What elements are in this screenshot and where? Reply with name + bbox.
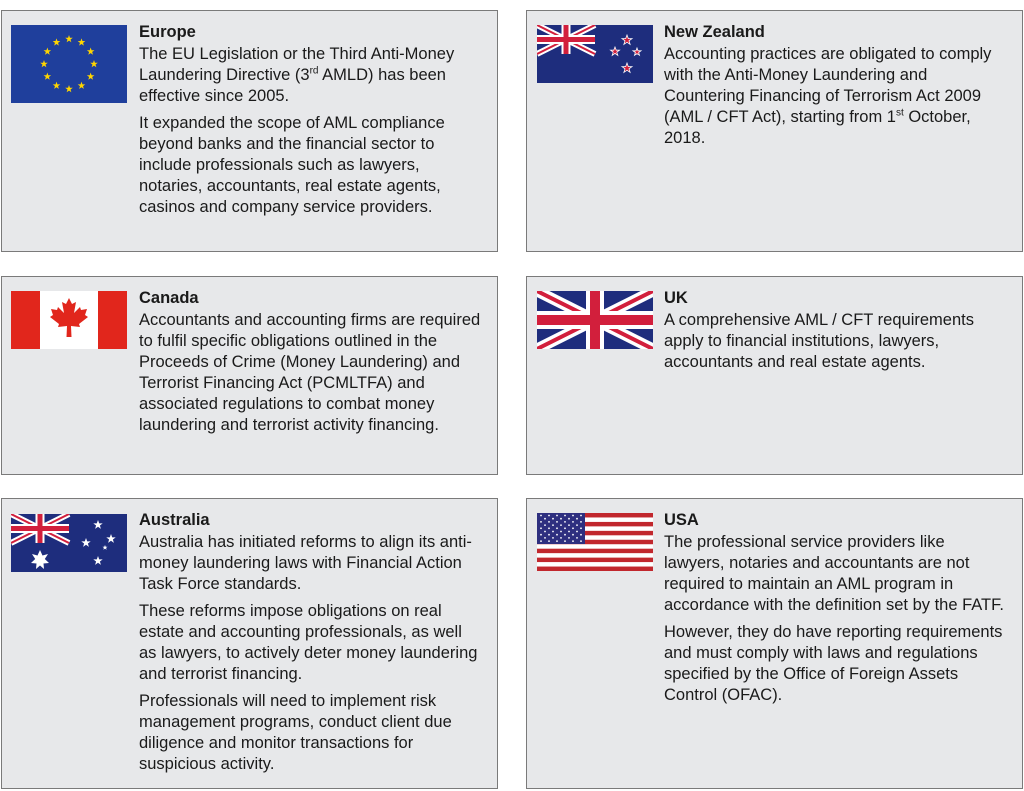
paragraph-text: Professionals will need to implement risk management programs, conduct client due diligence and monitor transactions for suspicious activity.	[139, 692, 452, 773]
card-paragraph	[139, 532, 483, 595]
card-title: Europe	[139, 23, 196, 41]
canada-flag-icon	[11, 291, 127, 349]
paragraph-text: The professional service providers like lawyers, notaries and accountants are not required to maintain an AML program in accordance with the definition set by the FATF.	[664, 533, 1004, 614]
new-zealand-flag-icon	[537, 25, 653, 83]
uk-flag-icon	[537, 291, 653, 349]
card-europe	[1, 10, 498, 252]
card-paragraph	[664, 532, 1008, 616]
ordinal-suffix: rd	[309, 65, 319, 77]
card-paragraph	[139, 44, 483, 107]
card-paragraph	[139, 601, 483, 685]
paragraph-text: AMLD) has been effective since 2005.	[139, 66, 446, 105]
paragraph-text: These reforms impose obligations on real estate and accounting professionals, as well as lawyers, to actively deter money laundering and terrorist financing.	[139, 602, 478, 683]
card-paragraph	[139, 691, 483, 775]
paragraph-text: Australia has initiated reforms to align its anti-money laundering laws with Financial Action Task Force standards.	[139, 533, 472, 593]
card-title: Australia	[139, 511, 210, 529]
card-paragraph	[139, 310, 483, 436]
usa-flag-icon	[537, 513, 653, 571]
card-canada	[1, 276, 498, 475]
card-title: UK	[664, 289, 688, 307]
card-paragraph	[664, 310, 1008, 373]
card-paragraph	[664, 44, 1008, 149]
paragraph-text: Accountants and accounting firms are required to fulfil specific obligations outlined in the Proceeds of Crime (Money Laundering) and Terrorist Financing Act (PCMLTFA) and associated regulations to combat money laundering and terrorist activity financing.	[139, 311, 481, 434]
paragraph-text: However, they do have reporting requirements and must comply with laws and regulations specified by the Office of Foreign Assets Control (OFAC).	[664, 623, 1003, 704]
paragraph-text: The EU Legislation or the Third Anti-Money Laundering Directive (3	[139, 45, 455, 84]
card-uk	[526, 276, 1023, 475]
card-paragraph	[664, 622, 1008, 706]
paragraph-text: Accounting practices are obligated to comply with the Anti-Money Laundering and Countering Financing of Terrorism Act 2009 (AML / CFT Act), starting from 1	[664, 45, 992, 126]
paragraph-text: October, 2018.	[664, 108, 971, 147]
card-title: Canada	[139, 289, 199, 307]
card-title: USA	[664, 511, 699, 529]
card-paragraph	[139, 113, 483, 218]
card-title: New Zealand	[664, 23, 765, 41]
eu-flag-icon	[11, 25, 127, 103]
australia-flag-icon	[11, 514, 127, 572]
paragraph-text: It expanded the scope of AML compliance beyond banks and the financial sector to include professionals such as lawyers, notaries, accountants, real estate agents, casinos and company service providers.	[139, 114, 445, 216]
ordinal-suffix: st	[895, 107, 904, 119]
paragraph-text: A comprehensive AML / CFT requirements apply to financial institutions, lawyers, accountants and real estate agents.	[664, 311, 974, 371]
card-new-zealand	[526, 10, 1023, 252]
card-australia	[1, 498, 498, 789]
card-usa	[526, 498, 1023, 789]
